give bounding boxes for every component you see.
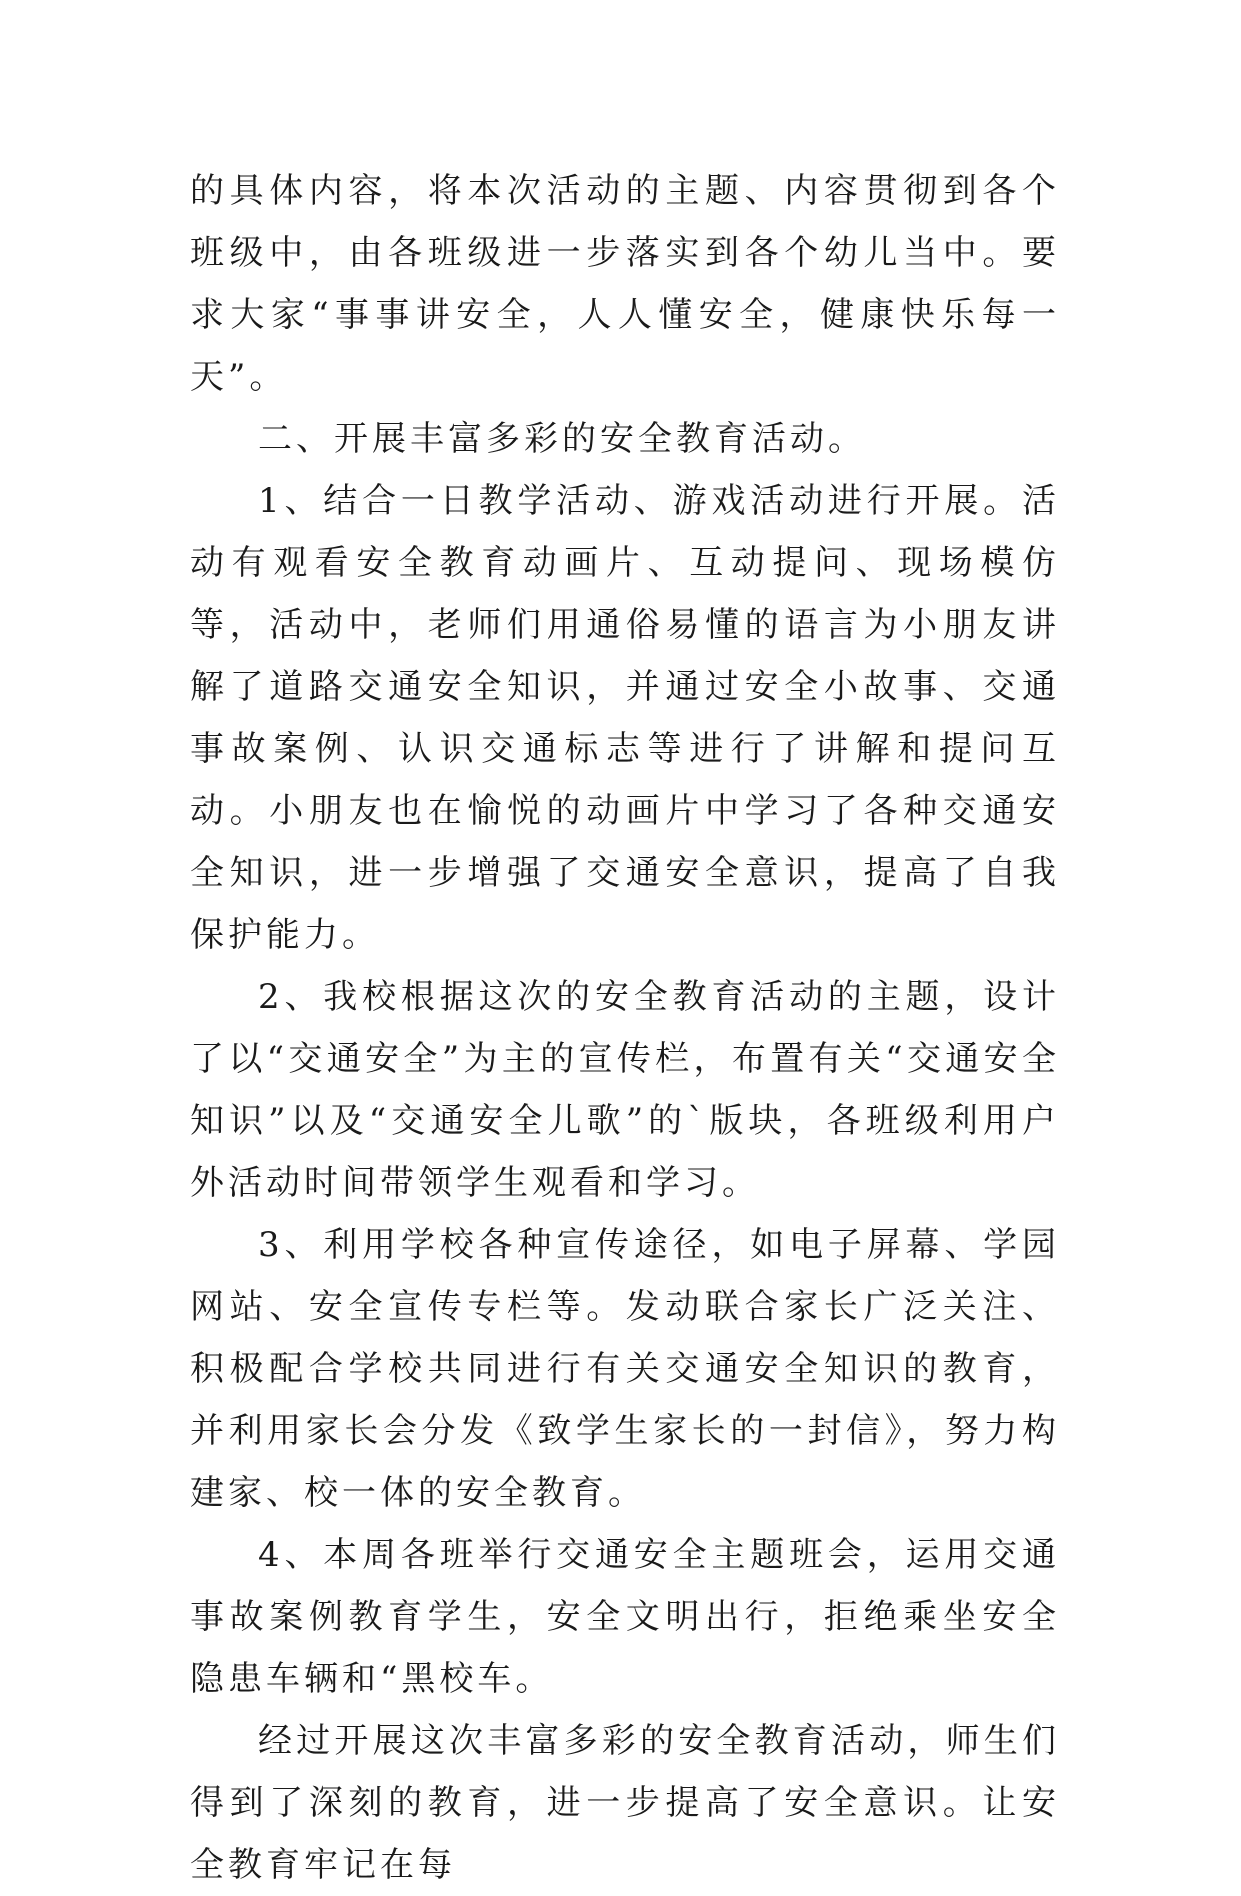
paragraph-continuation: 的具体内容，将本次活动的主题、内容贯彻到各个班级中，由各班级进一步落实到各个幼儿当中。要求大家“事事讲安全，人人懂安全，健康快乐每一天”。 [190, 171, 1060, 397]
document-body [190, 160, 1060, 1896]
paragraph-item-1: 1、结合一日教学活动、游戏活动进行开展。活动有观看安全教育动画片、互动提问、现场模仿等，活动中，老师们用通俗易懂的语言为小朋友讲解了道路交通安全知识，并通过安全小故事、交通事故案例、认识交通标志等进行了讲解和提问互动。小朋友也在愉悦的动画片中学习了各种交通安全知识，进一步增强了交通安全意识，提高了自我保护能力。 [190, 481, 1060, 955]
paragraph-conclusion: 经过开展这次丰富多彩的安全教育活动，师生们得到了深刻的教育，进一步提高了安全意识。让安全教育牢记在每 [190, 1721, 1060, 1885]
paragraph-item-2: 2、我校根据这次的安全教育活动的主题，设计了以“交通安全”为主的宣传栏，布置有关“交通安全知识”以及“交通安全儿歌”的`版块，各班级利用户外活动时间带领学生观看和学习。 [190, 977, 1060, 1203]
paragraph-item-3: 3、利用学校各种宣传途径，如电子屏幕、学园网站、安全宣传专栏等。发动联合家长广泛关注、积极配合学校共同进行有关交通安全知识的教育，并利用家长会分发《致学生家长的一封信》，努力构建家、校一体的安全教育。 [190, 1225, 1060, 1513]
paragraph-section-heading: 二、开展丰富多彩的安全教育活动。 [258, 419, 866, 459]
paragraph-item-4: 4、本周各班举行交通安全主题班会，运用交通事故案例教育学生，安全文明出行，拒绝乘坐安全隐患车辆和“黑校车。 [190, 1535, 1060, 1699]
